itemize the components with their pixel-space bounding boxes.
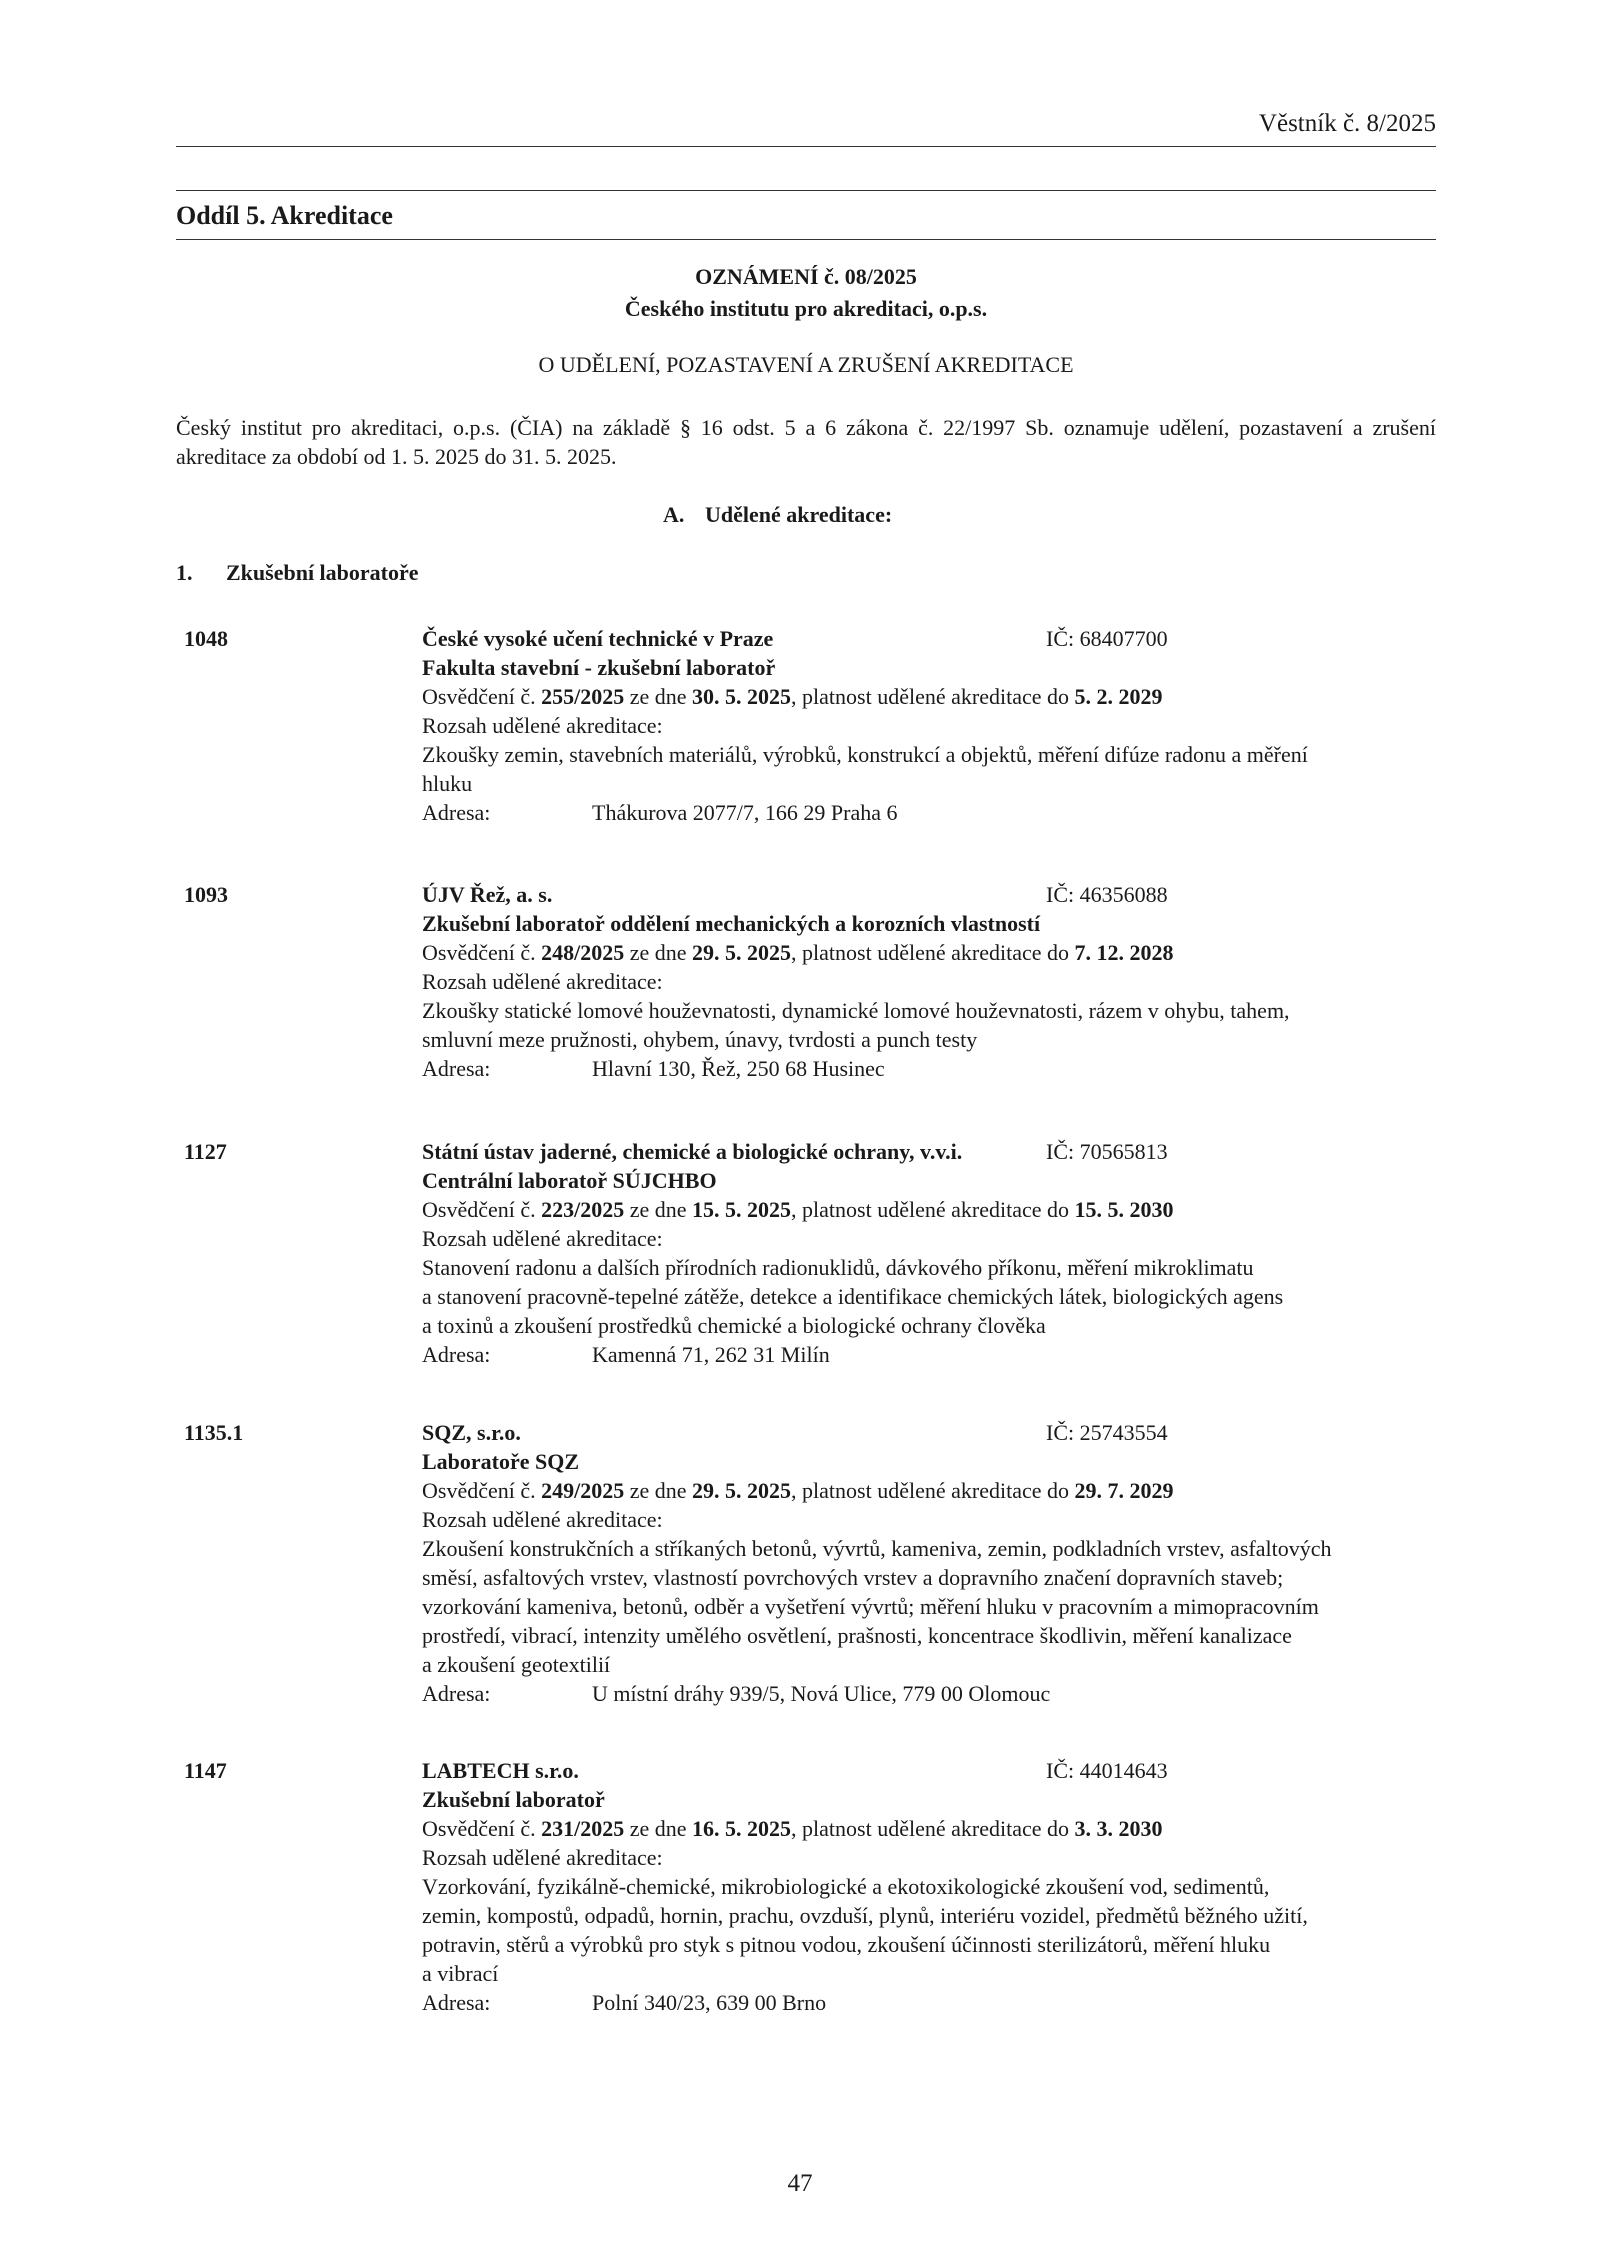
entry-address-row — [422, 798, 1434, 827]
entry-ico: IČ: 70565813 — [1046, 1139, 1168, 1164]
cert-prefix: Osvědčení č. — [422, 940, 536, 965]
entry-certificate — [422, 938, 1434, 967]
cert-number: 231/2025 — [541, 1816, 625, 1841]
entry-body — [422, 1418, 1434, 1708]
cert-prefix: Osvědčení č. — [422, 1816, 536, 1841]
entry-organization: České vysoké učení technické v Praze — [422, 626, 774, 651]
notice-subject: O UDĚLENÍ, POZASTAVENÍ A ZRUŠENÍ AKREDITACE — [538, 352, 1074, 377]
scope-text-line: smluvní meze pružnosti, ohybem, únavy, tvrdosti a punch testy — [422, 1027, 978, 1052]
entry-body — [422, 880, 1434, 1083]
valid-prefix: , platnost udělené akreditace do — [791, 1816, 1069, 1841]
cert-date-prefix: ze dne — [629, 684, 687, 709]
valid-prefix: , platnost udělené akreditace do — [791, 1197, 1069, 1222]
category-heading — [176, 560, 419, 586]
scope-text-line: Stanovení radonu a dalších přírodních radionuklidů, dávkového příkonu, měření mikroklimatu — [422, 1255, 1254, 1280]
category-label: Zkušební laboratoře — [226, 560, 419, 585]
entry-code: 1048 — [184, 626, 228, 651]
entry-address-row — [422, 1679, 1434, 1708]
scope-text — [422, 1253, 1434, 1340]
valid-until: 15. 5. 2030 — [1074, 1197, 1174, 1222]
entry-ico: IČ: 68407700 — [1046, 626, 1168, 651]
address-value: Hlavní 130, Řež, 250 68 Husinec — [592, 1056, 885, 1081]
cert-number: 223/2025 — [541, 1197, 625, 1222]
entry-name-row — [422, 1137, 1434, 1166]
intro-paragraph: Český institut pro akreditaci, o.p.s. (ČIA) na základě § 16 odst. 5 a 6 zákona č. 22/1997 Sb. oznamuje udělení, pozastavení a zrušení akreditace za období od 1. 5. 2025 do 31. 5. 2025. — [176, 415, 1436, 469]
entry-laboratory: Centrální laboratoř SÚJCHBO — [422, 1168, 717, 1193]
entry-laboratory: Zkušební laboratoř — [422, 1787, 605, 1812]
address-label: Adresa: — [422, 800, 491, 825]
address-label: Adresa: — [422, 1342, 491, 1367]
entry-certificate — [422, 682, 1434, 711]
scope-text-line: Vzorkování, fyzikálně-chemické, mikrobiologické a ekotoxikologické zkoušení vod, sedimentů, — [422, 1874, 1270, 1899]
scope-text-line: a toxinů a zkoušení prostředků chemické a biologické ochrany člověka — [422, 1313, 1046, 1338]
notice-org: Českého institutu pro akreditaci, o.p.s. — [624, 296, 988, 321]
subsection-label: Udělené akreditace: — [705, 502, 893, 527]
entry-address-row — [422, 1988, 1434, 2017]
cert-number: 248/2025 — [541, 940, 625, 965]
entry-code: 1093 — [184, 882, 228, 907]
scope-label: Rozsah udělené akreditace: — [422, 713, 663, 738]
entry-certificate — [422, 1476, 1434, 1505]
cert-prefix: Osvědčení č. — [422, 1478, 536, 1503]
entry-ico: IČ: 25743554 — [1046, 1420, 1168, 1445]
address-value: Kamenná 71, 262 31 Milín — [592, 1342, 830, 1367]
address-value: Polní 340/23, 639 00 Brno — [592, 1990, 827, 2015]
scope-label: Rozsah udělené akreditace: — [422, 1845, 663, 1870]
scope-label: Rozsah udělené akreditace: — [422, 969, 663, 994]
section-rule-bottom — [176, 239, 1436, 240]
header-rule — [176, 146, 1436, 147]
entry-name-row — [422, 880, 1434, 909]
section-title: Oddíl 5. Akreditace — [176, 201, 393, 230]
scope-text-line: a zkoušení geotextilií — [422, 1652, 611, 1677]
cert-date: 29. 5. 2025 — [692, 1478, 792, 1503]
valid-until: 3. 3. 2030 — [1074, 1816, 1163, 1841]
address-value: Thákurova 2077/7, 166 29 Praha 6 — [592, 800, 898, 825]
scope-text-line: směsí, asfaltových vrstev, vlastností povrchových vrstev a dopravního značení dopravních staveb; — [422, 1565, 1284, 1590]
entry-address-row — [422, 1340, 1434, 1369]
entry-ico: IČ: 46356088 — [1046, 882, 1168, 907]
scope-text — [422, 740, 1434, 798]
cert-date: 16. 5. 2025 — [692, 1816, 792, 1841]
cert-date: 30. 5. 2025 — [692, 684, 792, 709]
entry-body — [422, 624, 1434, 827]
entry-body — [422, 1137, 1434, 1369]
valid-until: 5. 2. 2029 — [1074, 684, 1163, 709]
scope-label: Rozsah udělené akreditace: — [422, 1507, 663, 1532]
entry-address-row — [422, 1054, 1434, 1083]
cert-date: 15. 5. 2025 — [692, 1197, 792, 1222]
entry-laboratory: Laboratoře SQZ — [422, 1449, 580, 1474]
entry-code: 1135.1 — [184, 1420, 244, 1445]
scope-label: Rozsah udělené akreditace: — [422, 1226, 663, 1251]
category-number: 1. — [176, 560, 193, 585]
scope-text — [422, 1534, 1434, 1679]
entry-organization: ÚJV Řež, a. s. — [422, 882, 553, 907]
entry-laboratory: Zkušební laboratoř oddělení mechanických a korozních vlastností — [422, 911, 1041, 936]
valid-until: 29. 7. 2029 — [1074, 1478, 1174, 1503]
valid-prefix: , platnost udělené akreditace do — [791, 684, 1069, 709]
cert-date-prefix: ze dne — [629, 1816, 687, 1841]
address-value: U místní dráhy 939/5, Nová Ulice, 779 00 Olomouc — [592, 1681, 1051, 1706]
scope-text-line: Zkoušení konstrukčních a stříkaných betonů, vývrtů, kameniva, zemin, podkladních vrstev, asfaltových — [422, 1536, 1332, 1561]
notice-title: OZNÁMENÍ č. 08/2025 — [695, 264, 917, 289]
section-rule-top — [176, 190, 1436, 191]
scope-text-line: a vibrací — [422, 1961, 499, 1986]
entry-code: 1147 — [184, 1758, 227, 1783]
scope-text — [422, 1872, 1434, 1988]
valid-prefix: , platnost udělené akreditace do — [791, 1478, 1069, 1503]
cert-date-prefix: ze dne — [629, 1478, 687, 1503]
cert-prefix: Osvědčení č. — [422, 1197, 536, 1222]
cert-date-prefix: ze dne — [629, 940, 687, 965]
scope-text-line: Zkoušky zemin, stavebních materiálů, výrobků, konstrukcí a objektů, měření difúze radonu a měření — [422, 742, 1308, 767]
address-label: Adresa: — [422, 1681, 491, 1706]
cert-prefix: Osvědčení č. — [422, 684, 536, 709]
cert-date-prefix: ze dne — [629, 1197, 687, 1222]
entry-ico: IČ: 44014643 — [1046, 1758, 1168, 1783]
scope-text-line: zemin, kompostů, odpadů, hornin, prachu, ovzduší, plynů, interiéru vozidel, předmětů běžného užití, — [422, 1903, 1308, 1928]
cert-date: 29. 5. 2025 — [692, 940, 792, 965]
scope-text-line: a stanovení pracovně-tepelné zátěže, detekce a identifikace chemických látek, biologických agens — [422, 1284, 1284, 1309]
scope-text-line: Zkoušky statické lomové houževnatosti, dynamické lomové houževnatosti, rázem v ohybu, tahem, — [422, 998, 1290, 1023]
entry-body — [422, 1756, 1434, 2017]
scope-text-line: prostředí, vibrací, intenzity umělého osvětlení, prašnosti, koncentrace škodlivin, měření kanalizace — [422, 1623, 1292, 1648]
entry-name-row — [422, 624, 1434, 653]
cert-number: 255/2025 — [541, 684, 625, 709]
scope-text-line: potravin, stěrů a výrobků pro styk s pitnou vodou, zkoušení účinnosti sterilizátorů, měření hluku — [422, 1932, 1271, 1957]
subsection-heading — [663, 502, 892, 528]
entry-name-row — [422, 1756, 1434, 1785]
address-label: Adresa: — [422, 1056, 491, 1081]
page-number: 47 — [787, 2170, 813, 2197]
scope-text-line: vzorkování kameniva, betonů, odběr a vyšetření vývrtů; měření hluku v pracovním a mimopracovním — [422, 1594, 1319, 1619]
scope-text-line: hluku — [422, 771, 473, 796]
entry-name-row — [422, 1418, 1434, 1447]
entry-certificate — [422, 1195, 1434, 1224]
entry-organization: SQZ, s.r.o. — [422, 1420, 521, 1445]
entry-certificate — [422, 1814, 1434, 1843]
subsection-letter: A. — [663, 502, 685, 527]
cert-number: 249/2025 — [541, 1478, 625, 1503]
valid-prefix: , platnost udělené akreditace do — [791, 940, 1069, 965]
entry-organization: LABTECH s.r.o. — [422, 1758, 579, 1783]
scope-text — [422, 996, 1434, 1054]
entry-laboratory: Fakulta stavební - zkušební laboratoř — [422, 655, 776, 680]
address-label: Adresa: — [422, 1990, 491, 2015]
bulletin-header: Věstník č. 8/2025 — [1258, 110, 1436, 137]
entry-code: 1127 — [184, 1139, 227, 1164]
entry-organization: Státní ústav jaderné, chemické a biologické ochrany, v.v.i. — [422, 1139, 963, 1164]
valid-until: 7. 12. 2028 — [1074, 940, 1174, 965]
